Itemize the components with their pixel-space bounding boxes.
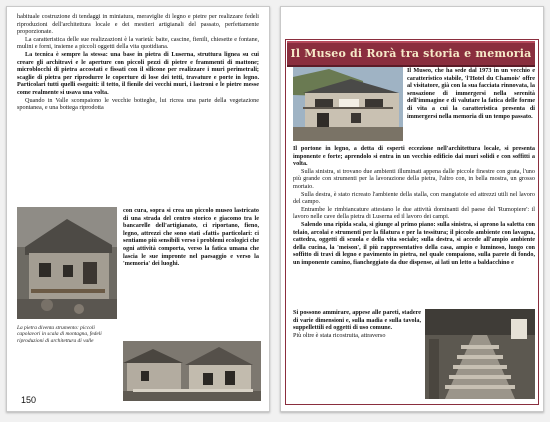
left-paragraph-3: Quando in Valle scompaiono le vecchie botteghe, lui ricrea una parte della vegetazione spontanea, e una bottega riprodotta: [17, 96, 259, 112]
article-paragraph-5: Salendo una ripida scala, si giunge al primo piano: sulla sinistra, si aprono la saletta con telaio, arcolai e strumenti per la filatura e per la tessitura; il piccolo ambiente con lavagna, cattedra, oggetti di scuola e della vita sociale; sulla destra, si accede all'ampio ambiente della cucina, la 'meison', il più rappresentativo della casa, ampio e luminoso, luogo con soffitto di travi di legno e pavimento in pietra, nel quale compaiono, sulla parete di fondo, un imponente camino, fiancheggiato da due dispense, ai lati un letto a baldacchino e: [293, 220, 535, 266]
article-paragraph-3: Sulla destra, è stato ricreato l'ambiente della stalla, con mangiatoie ed attrezzi utili nel lavoro del campo.: [293, 190, 535, 206]
right-page: [280, 6, 544, 412]
article-paragraph-7: Più oltre è stata ricostruita, attraverso: [293, 331, 386, 339]
article-paragraph-2: Sulla sinistra, si trovano due ambienti illuminati appena dalle piccole finestre con grata, l'uno più grande con strumenti per la lavorazione della pietra, l'altro con, in bella mostra, un grosso mortaio.: [293, 167, 535, 190]
left-paragraph-2: La tecnica è sempre la stessa: una base in pietra di Luserna, struttura lignea su cui creare gli architravi e le aperture con piccoli pezzi di pietre e frammenti di mattone; microblocchi di pietra accostati e fissati con il silicone per realizzare i muri perimetrali; scaglie di pietra per riprodurre le coperture di lose dei tetti, travature e porte in legno. Particolari tutti quelli eseguiti: il tetto, il fienile dei vecchi muri, i lastroni e le pietre messe come realmente si usava una volta.: [17, 50, 259, 96]
museum-building-photo: [293, 67, 403, 141]
museum-interior-image: [425, 309, 535, 399]
museum-interior-photo: [425, 309, 535, 399]
article-body-column: [293, 145, 535, 305]
page-number: 150: [21, 395, 37, 405]
left-page: [6, 6, 270, 412]
miniature-house-image: [17, 207, 117, 319]
left-wrap-text: [123, 207, 259, 337]
article-bottom-column: [293, 309, 421, 401]
article-paragraph-1: Il portone in legno, a detta di esperti eccezione nell'architettura locale, si presenta imponente e forte; aprendolo si entra in un vecchio edificio dai muri solidi e con soffitti a volta.: [293, 145, 535, 168]
miniature-village-photo: [123, 341, 261, 401]
left-photo-caption: La pietra diventa strumento: piccoli capolavori in scala di montagna, fedeli riproduzioni di architettura di valle: [17, 325, 102, 344]
article-intro: Il Museo, che ha sede dal 1973 in un vecchio e caratteristico stabile, 'l'Hotel du Chamois' offre al visitatore, già con la sua facciata rinnovata, la sensazione di immergersi nella serenità dell'immagine e di valutare la fatica delle forme di vita a cui la caratteristica presenta di immergersi nella memoria di un tempo passato.: [407, 67, 535, 120]
article-title: Il Museo di Rorà tra storia e memoria: [290, 47, 532, 60]
article-intro-column: [407, 67, 535, 143]
museum-building-image: [293, 67, 403, 141]
left-top-paragraph: habituale costruzione di tendaggi in miniatura, meraviglie di legno e pietre per realizzare fedeli riproduzioni dell'architettura locale e dei mestieri artigianali del passato, perfettamente proporzionate.: [17, 13, 259, 36]
left-text-column: [17, 13, 259, 201]
left-wrap-paragraph: con cura, sopra si crea un piccolo museo lastricato di una strada del centro storico e giacomo tra le bancarelle dell'artigianato, ci riportano, fieno, legno, attrezzi che sono stati «fatti» particolari: ci sentiamo più sensibili verso i problemi ecologici che ogni attività comporta, verso la fatica umana che lascia le sue impronte nel paesaggio e verso la 'memoria' dei luoghi.: [123, 207, 259, 268]
left-paragraph-1: La caratteristica delle sue realizzazioni è la varietà: baite, cascine, fienili, chiesette e fontane, mulini e forni, insieme a piccoli oggetti della vita quotidiana.: [17, 35, 259, 51]
article-title-band: [287, 41, 535, 67]
article-paragraph-6: Si possono ammirare, appese alle pareti, stadere di varie dimensioni e, sulla madia e sulla tavola, suppellettili ed oggetti di uso comune.: [293, 309, 421, 332]
article-paragraph-4: Entrambe le rimbiancature attestano le due attività dominanti del paese del 'Rumopiere': il lavoro nelle cave della pietra di Luserna ed il lavoro dei campi.: [293, 205, 535, 221]
miniature-house-photo: [17, 207, 117, 319]
miniature-village-image: [123, 341, 261, 401]
